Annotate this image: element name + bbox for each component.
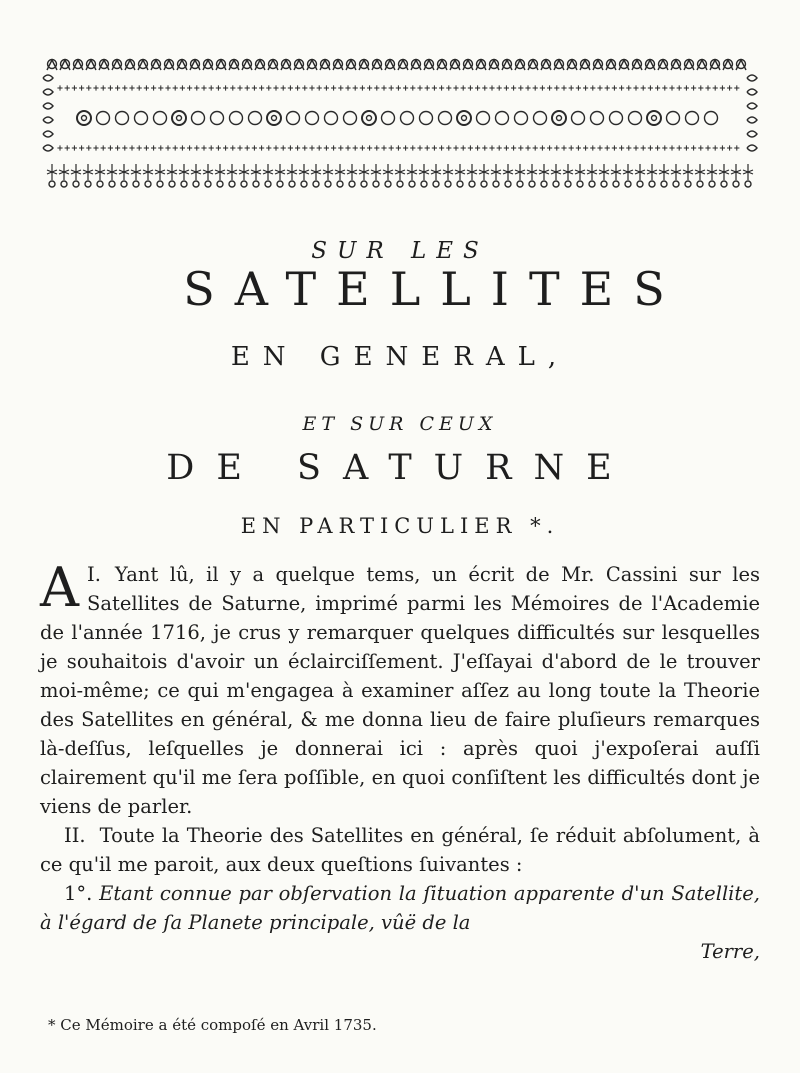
paragraph-2 [40,821,760,879]
paragraph-number: II. [64,824,86,847]
paragraph-3 [40,879,760,937]
subtitle-en-particulier: EN PARTICULIER *. [240,514,560,538]
subtitle-sur-les: SUR LES [311,238,489,264]
paragraph-text: Toute la Theorie des Satellites en général, ſe réduit abſolument, à ce qu'il me paroit, aux deux queſtions ſuivantes : [40,824,760,876]
body-text [40,556,760,966]
subtitle-en-general: EN GENERAL, [230,342,570,372]
footnote: * Ce Mémoire a été compoſé en Avril 1735. [48,1016,377,1034]
list-number: 1°. [64,882,93,905]
header-ornament [40,52,760,204]
catchword: Terre, [700,940,760,963]
paragraph-text: Etant connue par obſervation la ſituation apparente d'un Satellite, à l'égard de ſa Planete principale, vûë de la [40,882,760,934]
paragraph-number: I. [87,563,101,586]
subtitle-de-saturne: DE SATURNE [166,448,634,488]
subtitle-et-sur-ceux: ET SUR CEUX [302,413,498,435]
paragraph-text: Yant lû, il y a quelque tems, un écrit de Mr. Cassini sur les Satellites de Saturne, imprimé parmi les Mémoires de l'Academie de l'année 1716, je crus y remarquer quelques difficultés sur lesquelles je souhaitois d'avoir un éclairciſſement. J'eſſayai d'abord de le trouver moi-même; ce qui m'engagea à examiner aſſez au long toute la Theorie des Satellites en général, & me donna lieu de faire pluſieurs remarques là-deſſus, leſquelles je donnerai ici : après quoi j'expoſerai auſſi clairement qu'il me ſera poſſible, en quoi conſiſtent les difficultés dont je viens de parler. [40,563,760,818]
page-title: SATELLITES [183,262,685,316]
drop-cap: A [40,556,79,619]
paragraph-1 [40,556,760,821]
